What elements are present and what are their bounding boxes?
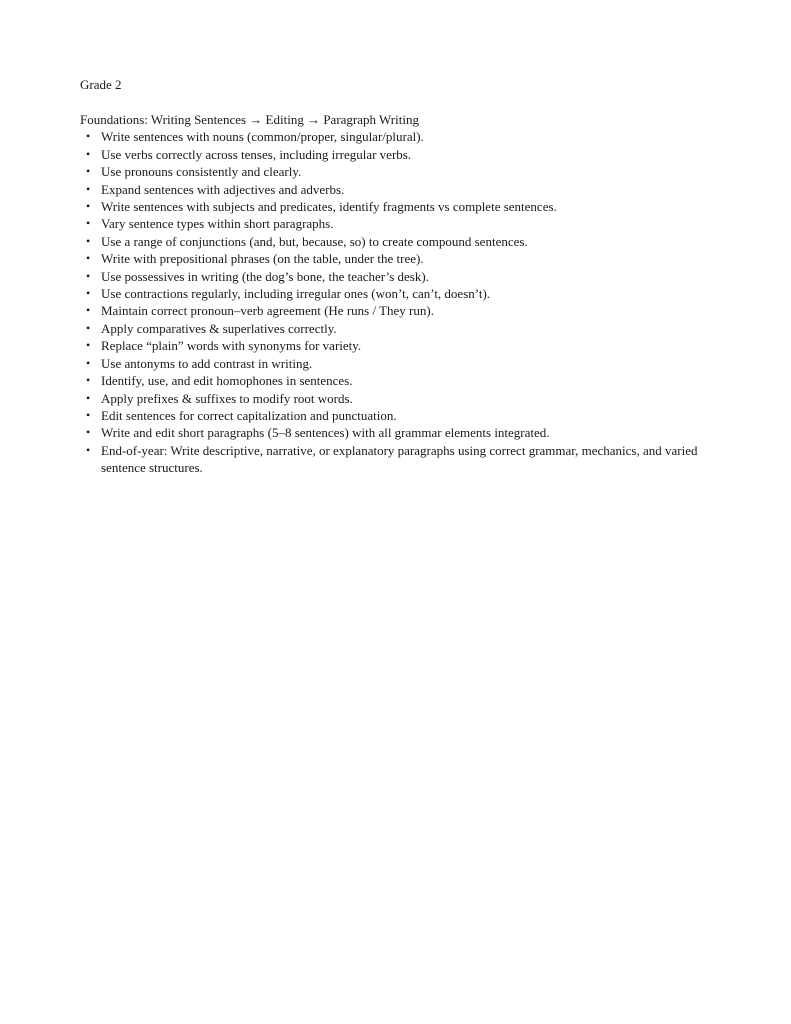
skills-list [80,128,720,476]
bullet-icon: • [86,355,91,370]
bullet-icon: • [86,338,91,353]
list-item-text: Expand sentences with adjectives and adverbs. [101,181,345,197]
bullet-icon: • [86,407,91,422]
list-item [80,250,720,267]
list-item [80,407,720,424]
list-item [80,442,720,477]
list-item-text: Write sentences with subjects and predicates, identify fragments vs complete sentences. [101,199,557,215]
bullet-icon: • [86,181,91,196]
list-item-text: Use verbs correctly across tenses, including irregular verbs. [101,146,412,162]
list-item-text: Edit sentences for correct capitalization and punctuation. [101,407,397,423]
list-item-text: Apply prefixes & suffixes to modify root words. [101,390,353,406]
list-item-text: Replace “plain” words with synonyms for variety. [101,338,362,354]
list-item-text: End-of-year: Write descriptive, narrative, or explanatory paragraphs using correct grammar, mechanics, and varied sentence structures. [101,442,698,476]
list-item-text: Identify, use, and edit homophones in sentences. [101,373,353,389]
bullet-icon: • [86,286,91,301]
bullet-icon: • [86,146,91,161]
bullet-icon: • [86,303,91,318]
bullet-icon: • [86,164,91,179]
list-item-text: Write with prepositional phrases (on the table, under the tree). [101,251,424,267]
bullet-icon: • [86,251,91,266]
bullet-icon: • [86,216,91,231]
list-item-text: Write and edit short paragraphs (5–8 sentences) with all grammar elements integrated. [101,425,550,441]
list-item-text: Use contractions regularly, including irregular ones (won’t, can’t, doesn’t). [101,286,491,302]
list-item-text: Use antonyms to add contrast in writing. [101,355,313,371]
list-item [80,285,720,302]
list-item [80,198,720,215]
bullet-icon: • [86,129,91,144]
list-item-text: Apply comparatives & superlatives correctly. [101,320,337,336]
list-item [80,355,720,372]
bullet-icon: • [86,233,91,248]
list-item [80,128,720,145]
list-item [80,320,720,337]
section-title: Foundations: Writing Sentences → Editing → Paragraph Writing [80,112,419,127]
list-item [80,372,720,389]
bullet-icon: • [86,320,91,335]
list-item [80,337,720,354]
grade-heading: Grade 2 [80,77,122,92]
bullet-icon: • [86,390,91,405]
list-item [80,215,720,232]
list-item [80,268,720,285]
list-item [80,146,720,163]
list-item [80,390,720,407]
list-item [80,163,720,180]
bullet-icon: • [86,425,91,440]
bullet-icon: • [86,373,91,388]
list-item-text: Write sentences with nouns (common/proper, singular/plural). [101,129,424,145]
list-item-text: Vary sentence types within short paragraphs. [101,216,334,232]
bullet-icon: • [86,268,91,283]
list-item-text: Use a range of conjunctions (and, but, because, so) to create compound sentences. [101,233,528,249]
bullet-icon: • [86,199,91,214]
list-item [80,424,720,441]
list-item [80,181,720,198]
list-item [80,302,720,319]
list-item [80,233,720,250]
foundations-section [80,111,720,477]
bullet-icon: • [86,442,91,457]
list-item-text: Maintain correct pronoun–verb agreement (He runs / They run). [101,303,434,319]
list-item-text: Use possessives in writing (the dog’s bone, the teacher’s desk). [101,268,429,284]
list-item-text: Use pronouns consistently and clearly. [101,164,302,180]
